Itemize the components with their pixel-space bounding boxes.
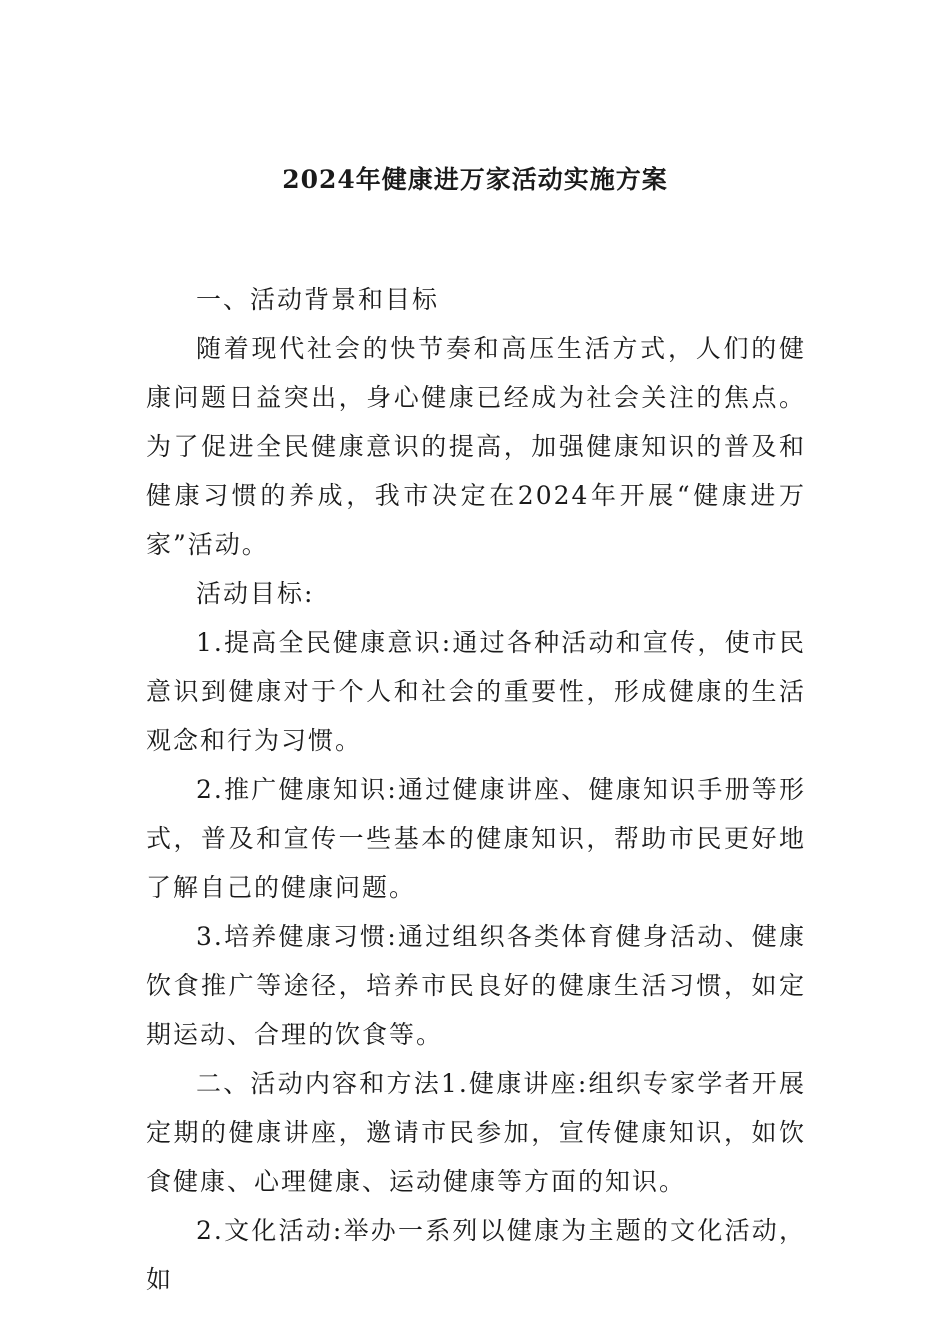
section-heading-background: 一、活动背景和目标 xyxy=(196,285,440,314)
paragraph-goals-heading: 活动目标: xyxy=(196,579,315,608)
paragraph-goal-2: 2.推广健康知识:通过健康讲座、健康知识手册等形式，普及和宣传一些基本的健康知识，帮助市民更好地了解自己的健康问题。 xyxy=(146,775,806,902)
paragraph-goal-3: 3.培养健康习惯:通过组织各类体育健身活动、健康饮食推广等途径，培养市民良好的健康生活习惯，如定期运动、合理的饮食等。 xyxy=(146,922,806,1049)
paragraph-background: 随着现代社会的快节奏和高压生活方式，人们的健康问题日益突出，身心健康已经成为社会关注的焦点。为了促进全民健康意识的提高，加强健康知识的普及和健康习惯的养成，我市决定在2024年开展“健康进万家”活动。 xyxy=(146,334,806,559)
paragraph-cultural-activities: 2.文化活动:举办一系列以健康为主题的文化活动，如 xyxy=(146,1216,806,1294)
paragraph-goal-1: 1.提高全民健康意识:通过各种活动和宣传，使市民意识到健康对于个人和社会的重要性，形成健康的生活观念和行为习惯。 xyxy=(146,628,806,755)
document-title: 2024年健康进万家活动实施方案 xyxy=(282,165,668,194)
document-body xyxy=(146,275,806,1304)
paragraph-content-methods: 二、活动内容和方法1.健康讲座:组织专家学者开展定期的健康讲座，邀请市民参加，宣传健康知识，如饮食健康、心理健康、运动健康等方面的知识。 xyxy=(146,1069,806,1196)
